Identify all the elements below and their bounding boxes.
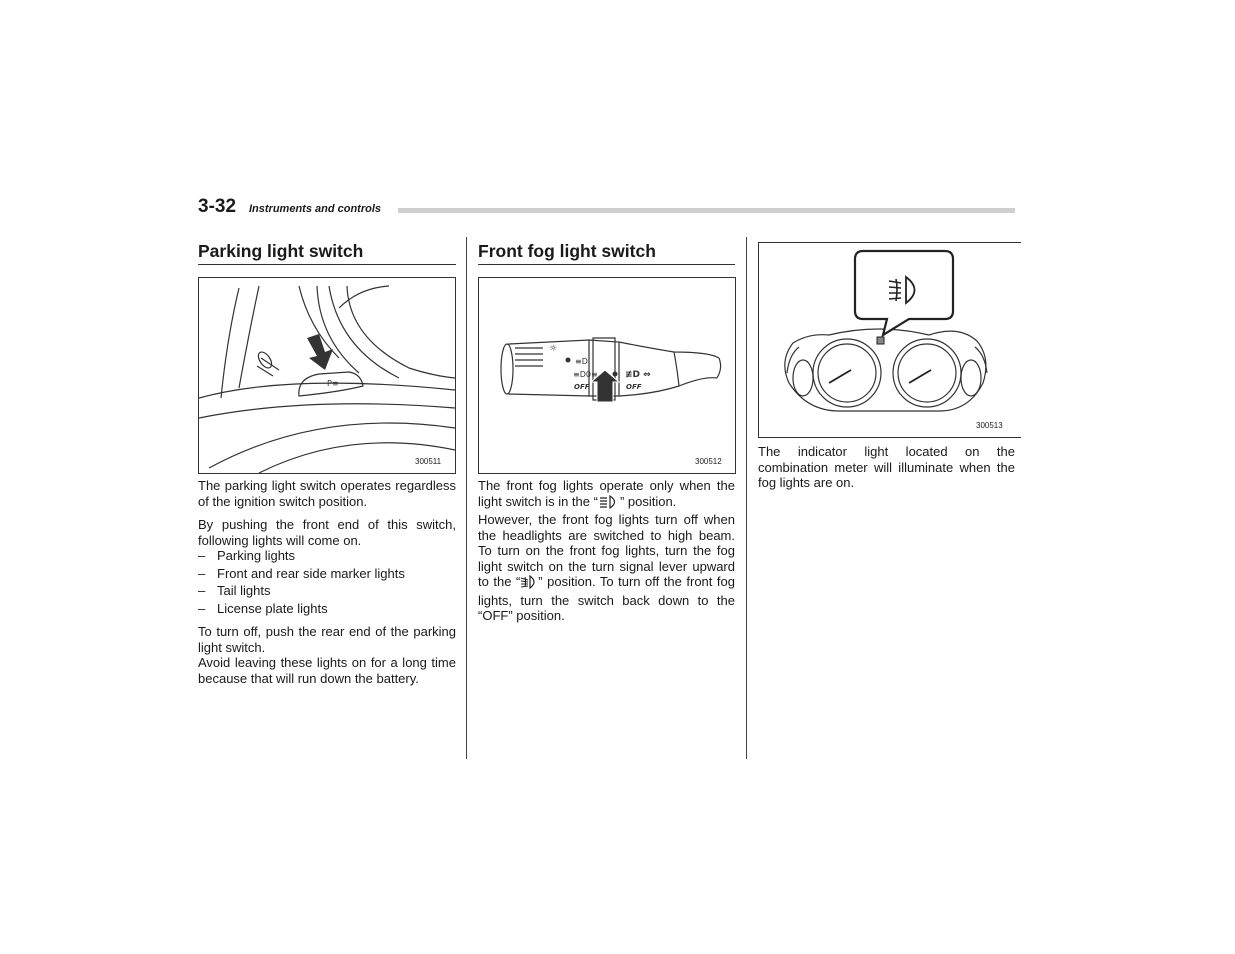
figure-code: 300513: [976, 421, 1003, 430]
column-parking-light: [198, 240, 456, 265]
parking-light-text: [198, 478, 456, 694]
paragraph: By pushing the front end of this switch, following lights will come on.: [198, 517, 456, 548]
section-name: Instruments and controls: [249, 203, 382, 215]
paragraph: However, the front fog lights turn off when the headlights are switched to high beam. To turn on the front fog lights, turn the fog light switch on the turn signal lever upward to the “ ” position. To turn off the front fog lights, turn the switch back down to the “OFF” position.: [478, 512, 735, 623]
off-label: OFF: [574, 383, 590, 391]
column-divider: [746, 237, 747, 759]
page-header: [198, 196, 1015, 218]
section-title: Front fog light switch: [478, 240, 735, 265]
paragraph: Avoid leaving these lights on for a long time because that will run down the battery.: [198, 655, 456, 686]
parking-switch-illustration: [199, 278, 455, 473]
paragraph: The indicator light located on the combination meter will illuminate when the fog lights are on.: [758, 444, 1015, 490]
indicator-text: [758, 444, 1015, 499]
arrow-down-icon: [307, 334, 333, 370]
list-item: – License plate lights: [198, 600, 328, 616]
fog-light-text: [478, 478, 735, 624]
off-label: OFF: [626, 383, 642, 391]
paragraph: The front fog lights operate only when the light switch is in the “ ” position.: [478, 478, 735, 512]
paragraph: The parking light switch operates regardless of the ignition switch position.: [198, 478, 456, 509]
light-list: [198, 548, 456, 616]
figure-parking-light-switch: [198, 277, 456, 474]
column-divider: [466, 237, 467, 759]
svg-text:≡D0≡: ≡D0≡: [573, 370, 598, 379]
figure-code: 300512: [695, 457, 722, 466]
page-number: 3-32: [198, 196, 237, 217]
combination-meter-illustration: [759, 243, 1021, 437]
svg-text:≡D: ≡D: [575, 357, 588, 366]
svg-text:☼: ☼: [549, 344, 558, 354]
svg-text:P≡: P≡: [327, 379, 339, 388]
paragraph: To turn off, push the rear end of the parking light switch.: [198, 624, 456, 655]
svg-text:≢D ⇔: ≢D ⇔: [625, 370, 651, 380]
figure-combination-meter: [758, 242, 1021, 438]
fog-switch-illustration: [479, 278, 735, 473]
section-title: Parking light switch: [198, 240, 456, 265]
list-item: – Tail lights: [198, 583, 271, 598]
list-item: – Front and rear side marker lights: [198, 565, 405, 581]
figure-fog-light-switch: [478, 277, 736, 474]
fog-light-icon: [520, 575, 538, 593]
headlight-icon: [598, 495, 620, 513]
header-bar: [398, 208, 1015, 213]
figure-code: 300511: [415, 457, 442, 466]
column-fog-light: [478, 240, 735, 265]
list-item: – Parking lights: [198, 548, 296, 563]
